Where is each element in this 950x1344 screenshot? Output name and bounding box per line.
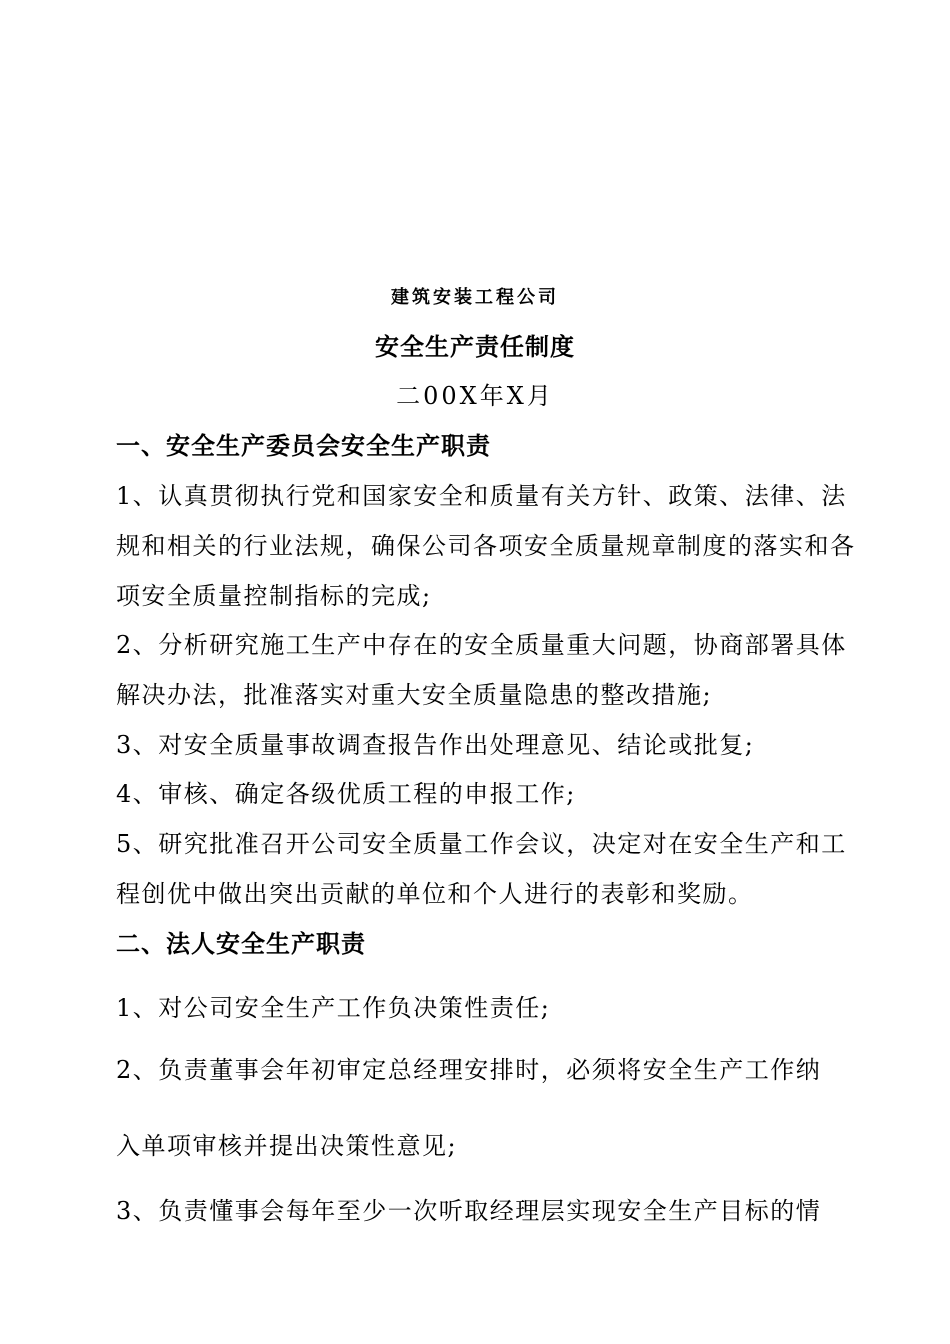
document-title: 安全生产责任制度 (375, 332, 575, 361)
section-1-line: 2、分析研究施工生产中存在的安全质量重大问题，协商部署具体 (116, 631, 847, 659)
section-2-line: 入单项审核并提出决策性意见; (116, 1132, 458, 1160)
section-1-line: 程创优中做出突出贡献的单位和个人进行的表彰和奖励。 (116, 880, 754, 908)
section-1-line: 4、审核、确定各级优质工程的申报工作; (116, 780, 576, 808)
document-date: 二00X年X月 (396, 382, 554, 410)
section-1-line: 规和相关的行业法规，确保公司各项安全质量规章制度的落实和各 (116, 532, 856, 560)
company-name: 建筑安装工程公司 (391, 287, 559, 308)
section-1-line: 解决办法，批准落实对重大安全质量隐患的整改措施; (116, 681, 713, 709)
section-2-heading: 二、法人安全生产职责 (116, 929, 366, 958)
section-1-line: 3、对安全质量事故调查报告作出处理意见、结论或批复; (116, 731, 755, 759)
section-2-line: 3、负责懂事会每年至少一次听取经理层实现安全生产目标的情 (116, 1197, 822, 1225)
section-1-line: 项安全质量控制指标的完成; (116, 582, 432, 610)
section-2-line: 1、对公司安全生产工作负决策性责任; (116, 994, 551, 1022)
section-1-line: 5、研究批准召开公司安全质量工作会议，决定对在安全生产和工 (116, 830, 847, 858)
section-1-heading: 一、安全生产委员会安全生产职责 (116, 431, 491, 460)
section-2-line: 2、负责董事会年初审定总经理安排时，必须将安全生产工作纳 (116, 1056, 822, 1084)
section-1-line: 1、认真贯彻执行党和国家安全和质量有关方针、政策、法律、法 (116, 482, 847, 510)
